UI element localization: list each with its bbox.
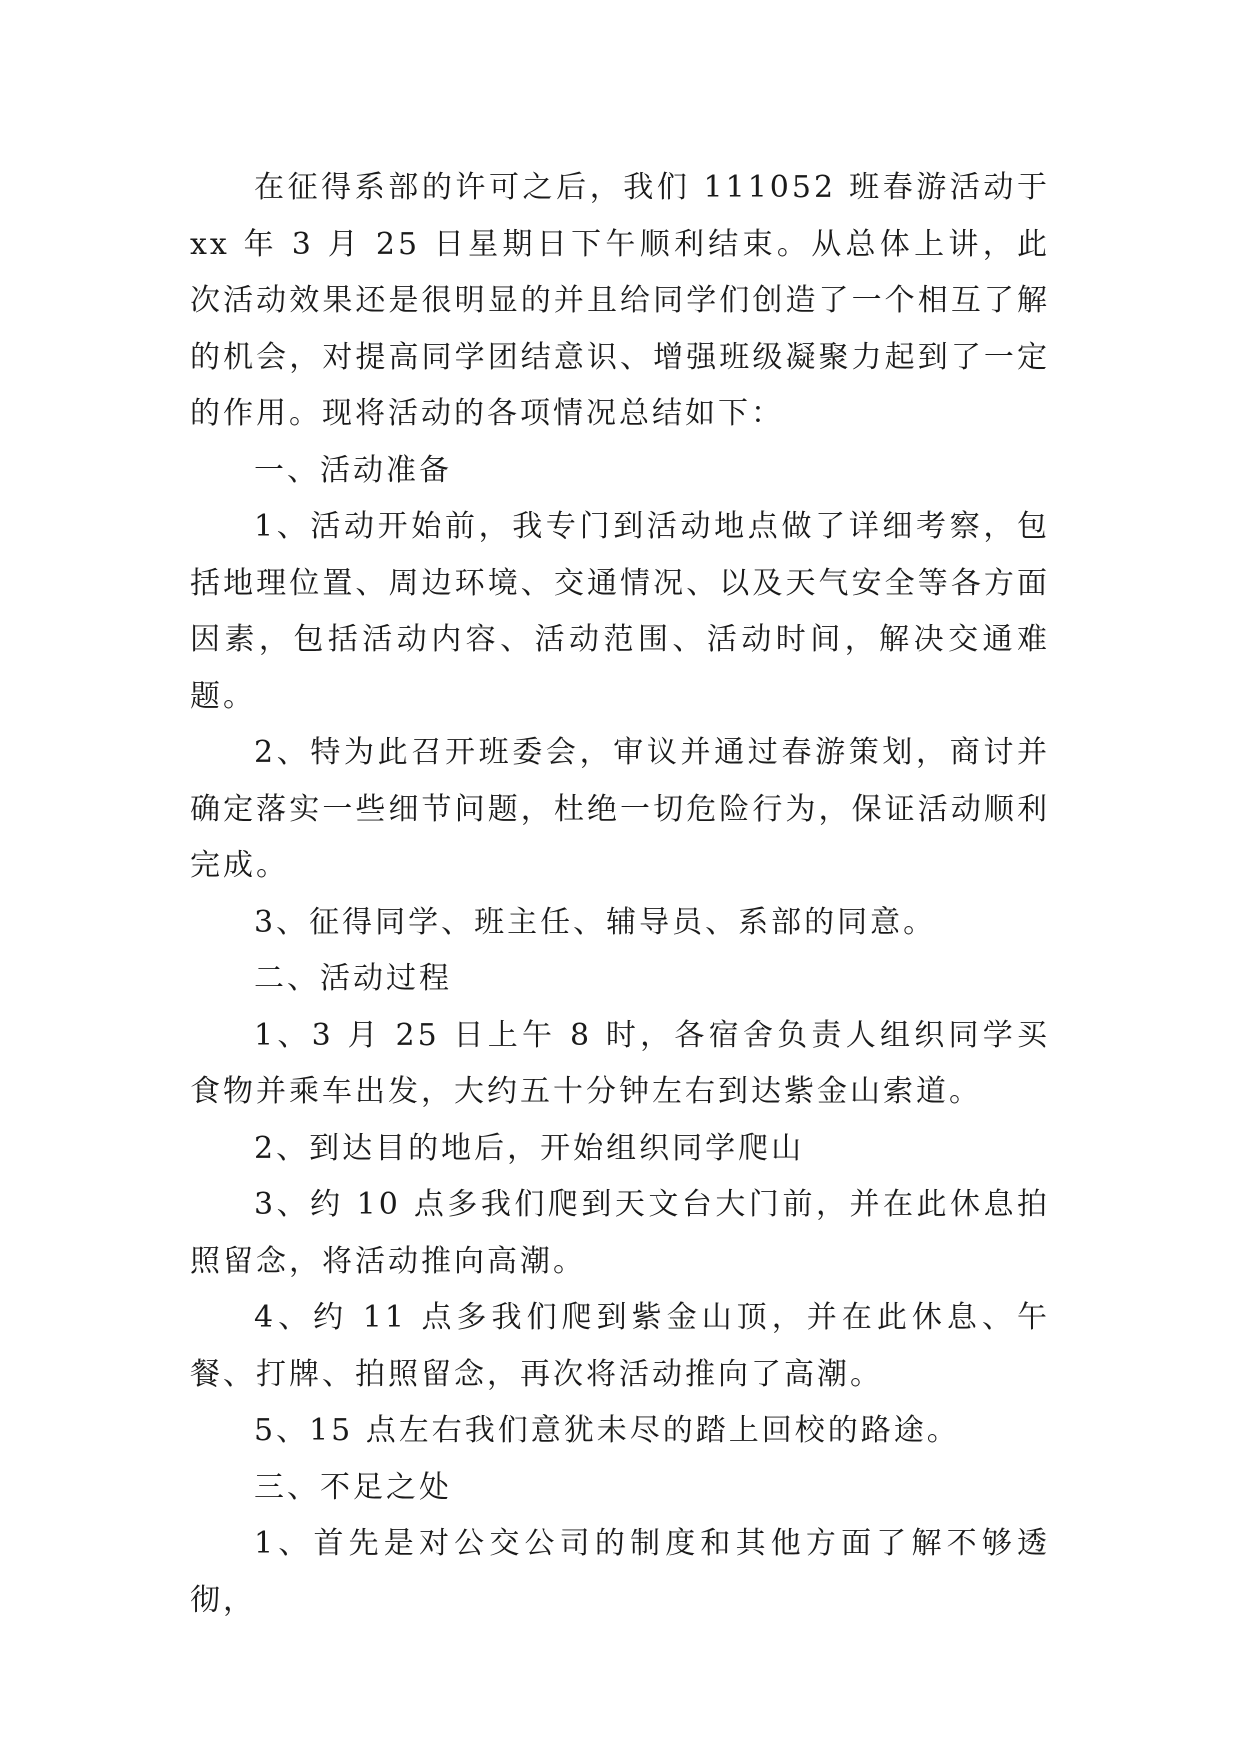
- process-item-1: 1、3 月 25 日上午 8 时，各宿舍负责人组织同学买食物并乘车出发，大约五十分钟左右到达紫金山索道。: [190, 1017, 1050, 1109]
- preparation-item-2: 2、特为此召开班委会，审议并通过春游策划，商讨并确定落实一些细节问题，杜绝一切危险行为，保证活动顺利完成。: [190, 735, 1050, 883]
- document-body: [190, 160, 1050, 1629]
- process-item-5: 5、15 点左右我们意犹未尽的踏上回校的路途。: [254, 1413, 960, 1448]
- section-heading-shortcomings: 三、不足之处: [254, 1469, 452, 1505]
- process-item-3: 3、约 10 点多我们爬到天文台大门前，并在此休息拍照留念，将活动推向高潮。: [190, 1187, 1050, 1279]
- section-heading-preparation: 一、活动准备: [254, 452, 452, 488]
- intro-paragraph: 在征得系部的许可之后，我们 111052 班春游活动于 xx 年 3 月 25 日星期日下午顺利结束。从总体上讲，此次活动效果还是很明显的并且给同学们创造了一个相互了解的机会，对提高同学团结意识、增强班级凝聚力起到了一定的作用。现将活动的各项情况总结如下：: [190, 170, 1050, 431]
- preparation-item-1: 1、活动开始前，我专门到活动地点做了详细考察，包括地理位置、周边环境、交通情况、以及天气安全等各方面因素，包括活动内容、活动范围、活动时间，解决交通难题。: [190, 509, 1050, 714]
- shortcoming-item-1: 1、首先是对公交公司的制度和其他方面了解不够透彻，: [190, 1526, 1050, 1618]
- section-heading-process: 二、活动过程: [254, 961, 452, 996]
- process-item-2: 2、到达目的地后，开始组织同学爬山: [254, 1130, 805, 1166]
- process-item-4: 4、约 11 点多我们爬到紫金山顶，并在此休息、午餐、打牌、拍照留念，再次将活动推向了高潮。: [190, 1300, 1050, 1392]
- preparation-item-3: 3、征得同学、班主任、辅导员、系部的同意。: [254, 904, 937, 940]
